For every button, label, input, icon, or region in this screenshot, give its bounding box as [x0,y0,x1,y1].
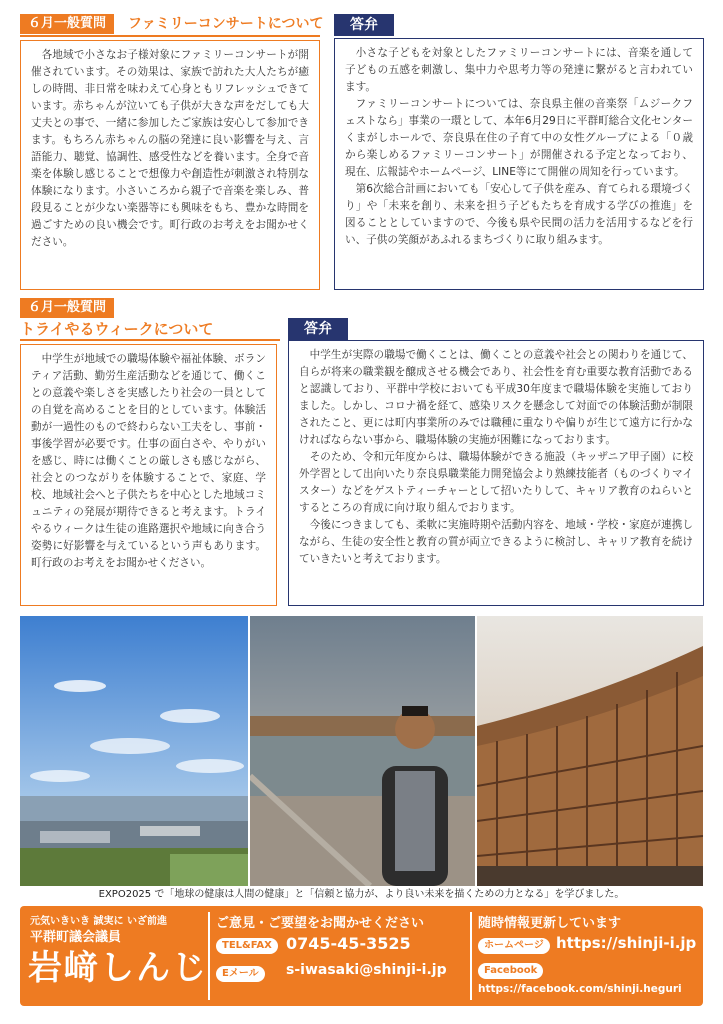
email-address[interactable]: s-iwasaki@shinji-i.jp [286,962,447,978]
footer-divider [208,912,210,1000]
photo-sky-city [20,616,248,886]
title-underline [20,339,280,341]
question-tag: ６月一般質問 [20,298,114,318]
answer-paragraph: そのため、令和元年度からは、職場体験ができる施設（キッザニア甲子園）に校外学習として出向いたり奈良県職業能力開発協会より熟練技能者（ものづくりマイスター）などをゲストティーチャーとして招いたりして、キャリア教育のねらいとするところの育成に向け取り組んでおります。 [299,451,693,514]
answer-paragraph: 中学生が実際の職場で働くことは、働くことの意義や社会との関わりを通じて、自らが将来の職業観を醸成させる機会であり、社会性を育む重要な教育活動であると認識しており、平群中学校においても平成30年度まで職場体験を実施しておりました。しかし、コロナ禍を経て、感染リスクを懸念して対面での体験活動が制限されたこと、更には町内事業所のみでは職種に重なりや偏りが生じて遠方に行かなければならない事から、職場体験の実施が困難になっております。 [299,349,693,446]
photo-wooden-ring [477,616,703,886]
question-box [20,344,277,606]
title-underline [20,35,320,37]
info-heading: 随時情報更新しています [478,916,622,931]
footer-name: 岩﨑しんじ [28,948,208,988]
tel-number: 0745-45-3525 [286,934,411,953]
answer-paragraph: ファミリーコンサートについては、奈良県主催の音楽祭「ムジークフェストなら」事業の一環として、本年6月29日に平群町総合文化センターくまがしホールで、奈良県在住の子育て中の女性グループによる「０歳から楽しめるファミリーコンサート」が開催される予定となっており、現在、広報誌やホームページ、LINE等にて開催の周知を行っています。 [345,98,693,178]
photo-person-expo [250,616,475,886]
photo-caption: EXPO2025 で「地球の健康は人間の健康」と「信頼と協力が、より良い未来を描くための力となる」を学びました。 [98,889,625,900]
email-label: Eメール [216,966,265,982]
footer-divider [470,912,472,1000]
answer-paragraph: 第6次総合計画においても「安心して子供を産み、育てられる環境づくり」や「未来を創り、未来を担う子どもたちを育成する学びの推進」を図ることとしていますので、今後も県や民間の活力を活用するなどを行い、子供の笑顔があふれるまちづくりに取り組みます。 [345,183,693,246]
question-text: 各地域で小さなお子様対象にファミリーコンサートが開催されています。その効果は、家族で訪れた大人たちが癒しの時間、非日常を味わえて心身ともリフレッシュできています。赤ちゃんが泣いても子供が大きな声をだしても大丈夫との事で、一緒に参加したご家族は安心して参加できます。もちろん赤ちゃんの脳の発達に良い影響を与え、言語能力、聴覚、協調性、感受性などを養います。全身で音楽を体験し感じることで想像力や創造性が刺激され特別な体験になります。小さいころから親子で音楽を楽しみ、普段見ることが少ない楽器等にも興味をもち、豊かな時間を過ごすための良い機会です。町行政のお考えをお聞かせください。 [31,49,309,248]
contact-heading: ご意見・ご要望をお聞かせください [216,916,425,931]
answer-box [288,340,704,606]
homepage-url[interactable]: https://shinji-i.jp [556,934,697,952]
homepage-label: ホームページ [478,938,550,954]
question-title: ファミリーコンサートについて [128,16,324,32]
facebook-label: Facebook [478,963,543,979]
question-tag: ６月一般質問 [20,14,114,34]
facebook-url[interactable]: https://facebook.com/shinji.heguri [478,983,682,995]
answer-box [334,38,704,290]
answer-tag: 答弁 [288,318,348,340]
question-box [20,40,320,290]
answer-tag: 答弁 [334,14,394,36]
answer-paragraph: 今後につきましても、柔軟に実施時期や活動内容を、地域・学校・家庭が連携しながら、生徒の安全性と教育の質が両立できるように検討し、キャリア教育を続けていきたいと考えております。 [299,519,693,565]
answer-paragraph: 小さな子どもを対象としたファミリーコンサートには、音楽を通して子どもの五感を刺激し、集中力や思考力等の発達に繋がると言われています。 [345,47,693,93]
question-text: 中学生が地域での職場体験や福祉体験、ボランティア活動、勤労生産活動などを通じて、働くことの意義や楽しさを実感したり社会の一員としての自覚を高めることを目的としています。体験活動が一過性のもので終わらない工夫をし、事前・事後学習が必要です。仕事の面白さや、やりがいを感じ、時には働くことの厳しさも感じながら、社会とのつながりを体験することで、家庭、学校、地域社会へと子供たちを中心とした地域コミュニティの発展が期待できると考えます。トライやるウィークは生徒の進路選択や地域に向き合う姿勢に好影響を与えているという声もあります。町行政のお考えをお聞かせください。 [31,353,266,569]
footer-slogan: 元気いきいき 誠実に いざ前進 [30,916,167,927]
footer-role: 平群町議会議員 [30,930,122,945]
question-title: トライやるウィークについて [20,320,214,338]
tel-label: TEL&FAX [216,938,278,954]
